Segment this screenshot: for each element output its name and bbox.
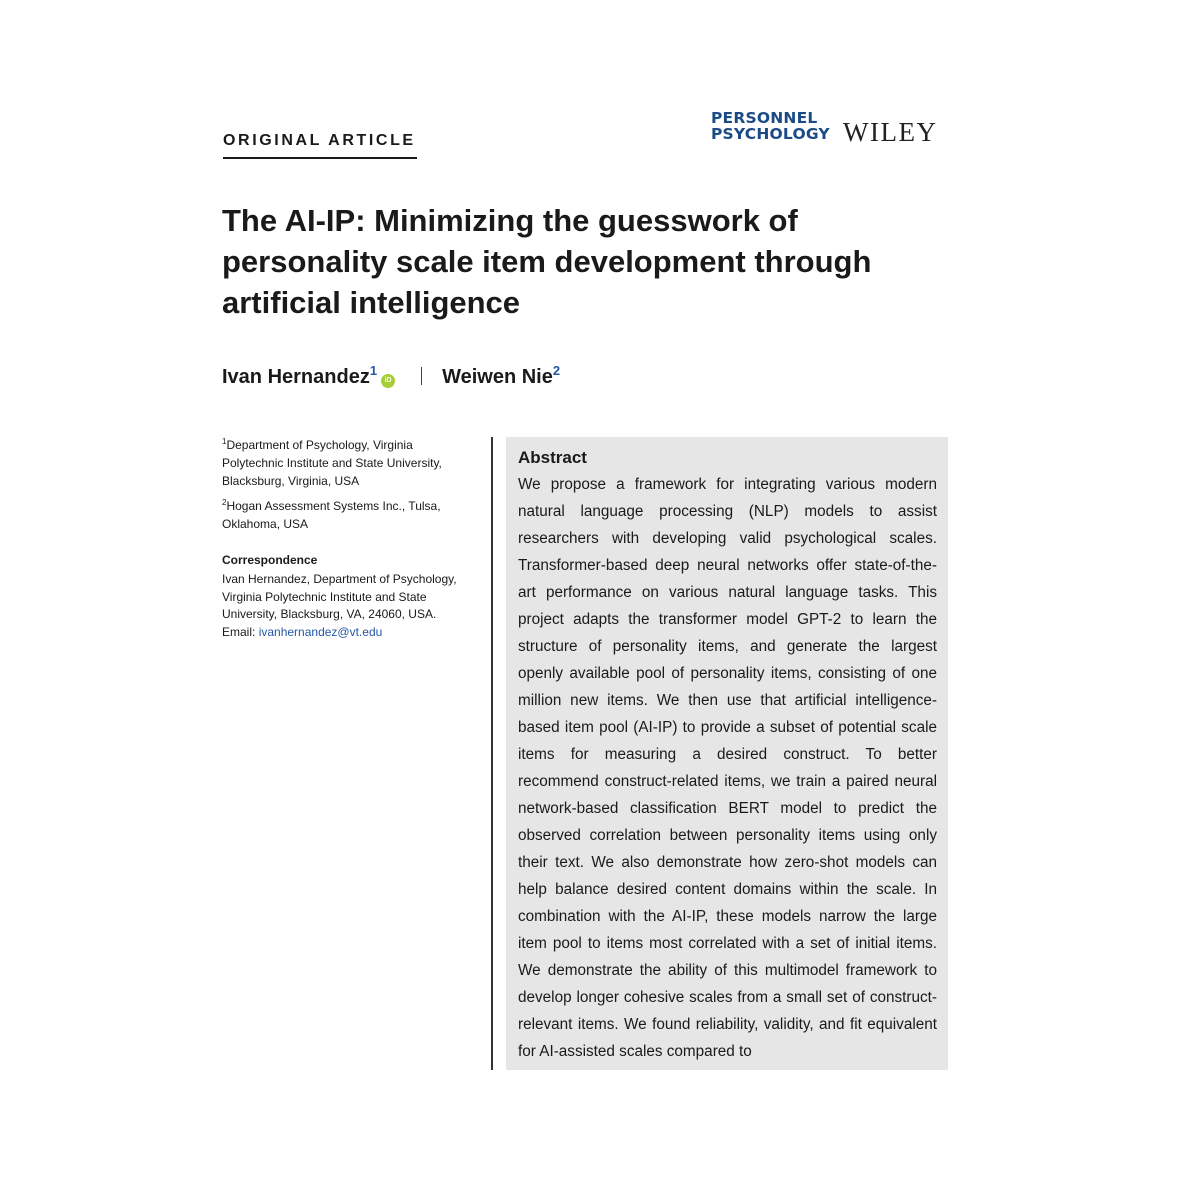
abstract-box — [506, 437, 948, 1070]
journal-logo-line1: PERSONNEL — [711, 109, 818, 127]
author-name[interactable]: Ivan Hernandez — [222, 366, 370, 388]
author-list — [222, 363, 560, 389]
orcid-icon[interactable]: iD — [381, 374, 395, 388]
author-name[interactable]: Weiwen Nie — [442, 366, 553, 388]
affiliation-mark: 2 — [222, 498, 227, 507]
article-type-underline — [223, 157, 417, 159]
publisher-logo: WILEY — [843, 117, 938, 147]
email-link[interactable]: ivanhernandez@vt.edu — [258, 624, 383, 639]
journal-logo — [711, 110, 830, 142]
affiliation — [222, 433, 472, 490]
author-affiliation-mark: 2 — [552, 363, 561, 378]
email-label: Email: — [222, 624, 259, 639]
author-separator — [421, 367, 422, 385]
abstract-heading: Abstract — [518, 448, 587, 467]
affiliation — [222, 494, 472, 533]
correspondence-address: Ivan Hernandez, Department of Psychology, Virginia Polytechnic Institute and State University, Blacksburg, VA, 24060, USA. — [222, 572, 457, 621]
abstract-text: We propose a framework for integrating various modern natural language processing (NLP) models to assist researchers with developing valid psychological scales. Transformer-based deep neural networks offer state-of-the-art performance on various natural language tasks. This project adapts the transformer model GPT-2 to learn the structure of personality items, and generate the largest openly available pool of personality items, consisting of one million new items. We then use that artificial intelligence-based item pool (AI-IP) to provide a subset of potential scale items for measuring a desired construct. To better recommend construct-related items, we train a paired neural network-based classification BERT model to predict the observed correlation between personality items using only their text. We also demonstrate how zero-shot models can help balance desired content domains within the scale. In combination with the AI-IP, these models narrow the large item pool to items most correlated with a set of initial items. We demonstrate the ability of this multimodel framework to develop longer cohesive scales from a small set of construct-relevant items. We found reliability, validity, and fit equivalent for AI-assisted scales compared to — [518, 476, 937, 1060]
correspondence-text — [222, 571, 472, 641]
journal-logo-line2: PSYCHOLOGY — [711, 125, 830, 143]
article-type-label: ORIGINAL ARTICLE — [223, 132, 416, 149]
column-divider — [491, 437, 493, 1070]
affiliation-text: Department of Psychology, Virginia Polytechnic Institute and State University, Blacksburg, Virginia, USA — [222, 438, 442, 488]
affiliation-mark: 1 — [222, 437, 227, 446]
author-affiliation-mark: 1 — [369, 363, 378, 378]
affiliation-text: Hogan Assessment Systems Inc., Tulsa, Oklahoma, USA — [222, 499, 441, 531]
correspondence-heading: Correspondence — [222, 553, 318, 567]
article-title: The AI-IP: Minimizing the guesswork of personality scale item development through artificial intelligence — [222, 203, 872, 320]
